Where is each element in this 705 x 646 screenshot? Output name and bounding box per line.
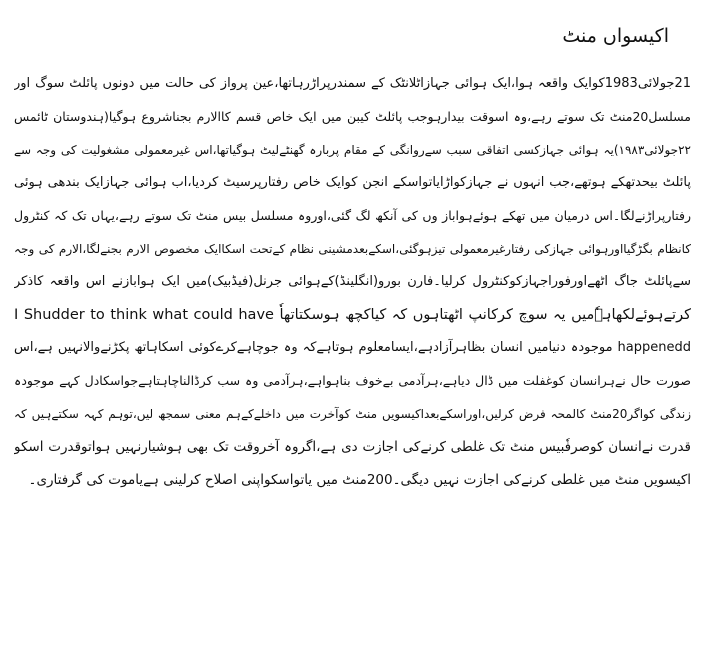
text-line: ۲۲جولائی۱۹۸۳)یہ ہوائی جہازکسی اتفاقی سبب سےروانگی کے مقام پربارہ گھنٹےلیٹ ہوگیاتھا،اس غیرمعمولی مشغولیت کی وجہ سے [14, 143, 691, 157]
article-body [14, 68, 691, 497]
text-line: مسلسل20منٹ تک سوتے رہے،وہ اسوقت بیدارہوجب پائلٹ کیبن میں ایک خاص قسم کاالارم بجناشروع ہوگیا(ہندوستان ٹائمس [14, 109, 691, 124]
text-line: زندگی کواگر20منٹ کالمحہ فرض کرلیں،اوراسکےبعداکیسویں منٹ کوآخرت میں داخلےکےہم معنی سمجھ لیں،توہم کہہ سکتےہیں کہ [14, 407, 691, 421]
text-line: 21جولائی1983کوایک واقعہ ہوا،ایک ہوائی جہازاٹلانٹک کے سمندرپراڑرہاتھا،عین پرواز کی حالت میں دونوں پائلٹ سوگ اور [14, 76, 691, 91]
text-line: قدرت نےانسان کوصرفٗبیس منٹ تک غلطی کرنےکی اجازت دی ہے،اگروہ آخروقت تک بھی ہوشیارنہیں ہواتوقدرت اسکو [14, 439, 691, 455]
text-line: کرتےہوئےلکھاہےٗمیں یہ سوچ کرکانپ اٹھتاہوں کہ کیاکچھ ہوسکتاتھاٗ I Shudder to think what could have [14, 307, 691, 323]
text-line: ٗاکیسویں منٹ میں غلطی کرنےکی اجازت نہیں دیگی۔200منٹ میں یاتواسکواپنی اصلاح کرلینی ہےیاموت کی گرفتاری۔ [28, 472, 691, 488]
text-line: صورت حال نےہرانسان کوغفلت میں ڈال دیاہے،ہرآدمی بےخوف بناہواہے،ہرآدمی وہ سب کرڈالناچاہتاہےجواسکادل کہے موجودہ [14, 373, 691, 388]
text-line: رفتارپراڑنےلگا۔اس درمیان میں تھکے ہوئےہواباز وں کی آنکھ لگ گئی،اوروہ مسلسل بیس منٹ تک سوتے رہے،یہاں تک کہ کنٹرول [14, 208, 691, 223]
page-title: اکیسواں منٹ [562, 25, 669, 47]
text-line: happeneddٗ موجودہ دنیامیں انسان بظاہرآزادہے،ایسامعلوم ہوتاہےکہ وہ جوچاہےکرےکوئی اسکاہاتھ پکڑنےوالانہیں ہے،اس [14, 340, 691, 355]
text-line: کانظام بگڑگیااورہوائی جہازکی رفتارغیرمعمولی تیزہوگئی،اسکےبعدمشینی نظام کےتحت اسکاایک مخصوص الارم بجنےلگا،الارم کی وجہ [14, 242, 691, 256]
text-line: سےپائلٹ جاگ اٹھےاورفوراجہازکوکنٹرول کرلیا۔فارن بورو(انگلینڈ)کےہوائی جرنل(فیڈبیک)میں ایک ہوابازنے اس واقعہ کاذکر [14, 274, 691, 289]
text-line: پائلٹ بیحدتھکے ہوتھے،جب انہوں نے جہازکواڑایاتواسکے انجن کوایک خاص رفتارپرسیٹ کردیا،اب ہوائی جہازایک بندھی ہوئی [14, 175, 691, 190]
